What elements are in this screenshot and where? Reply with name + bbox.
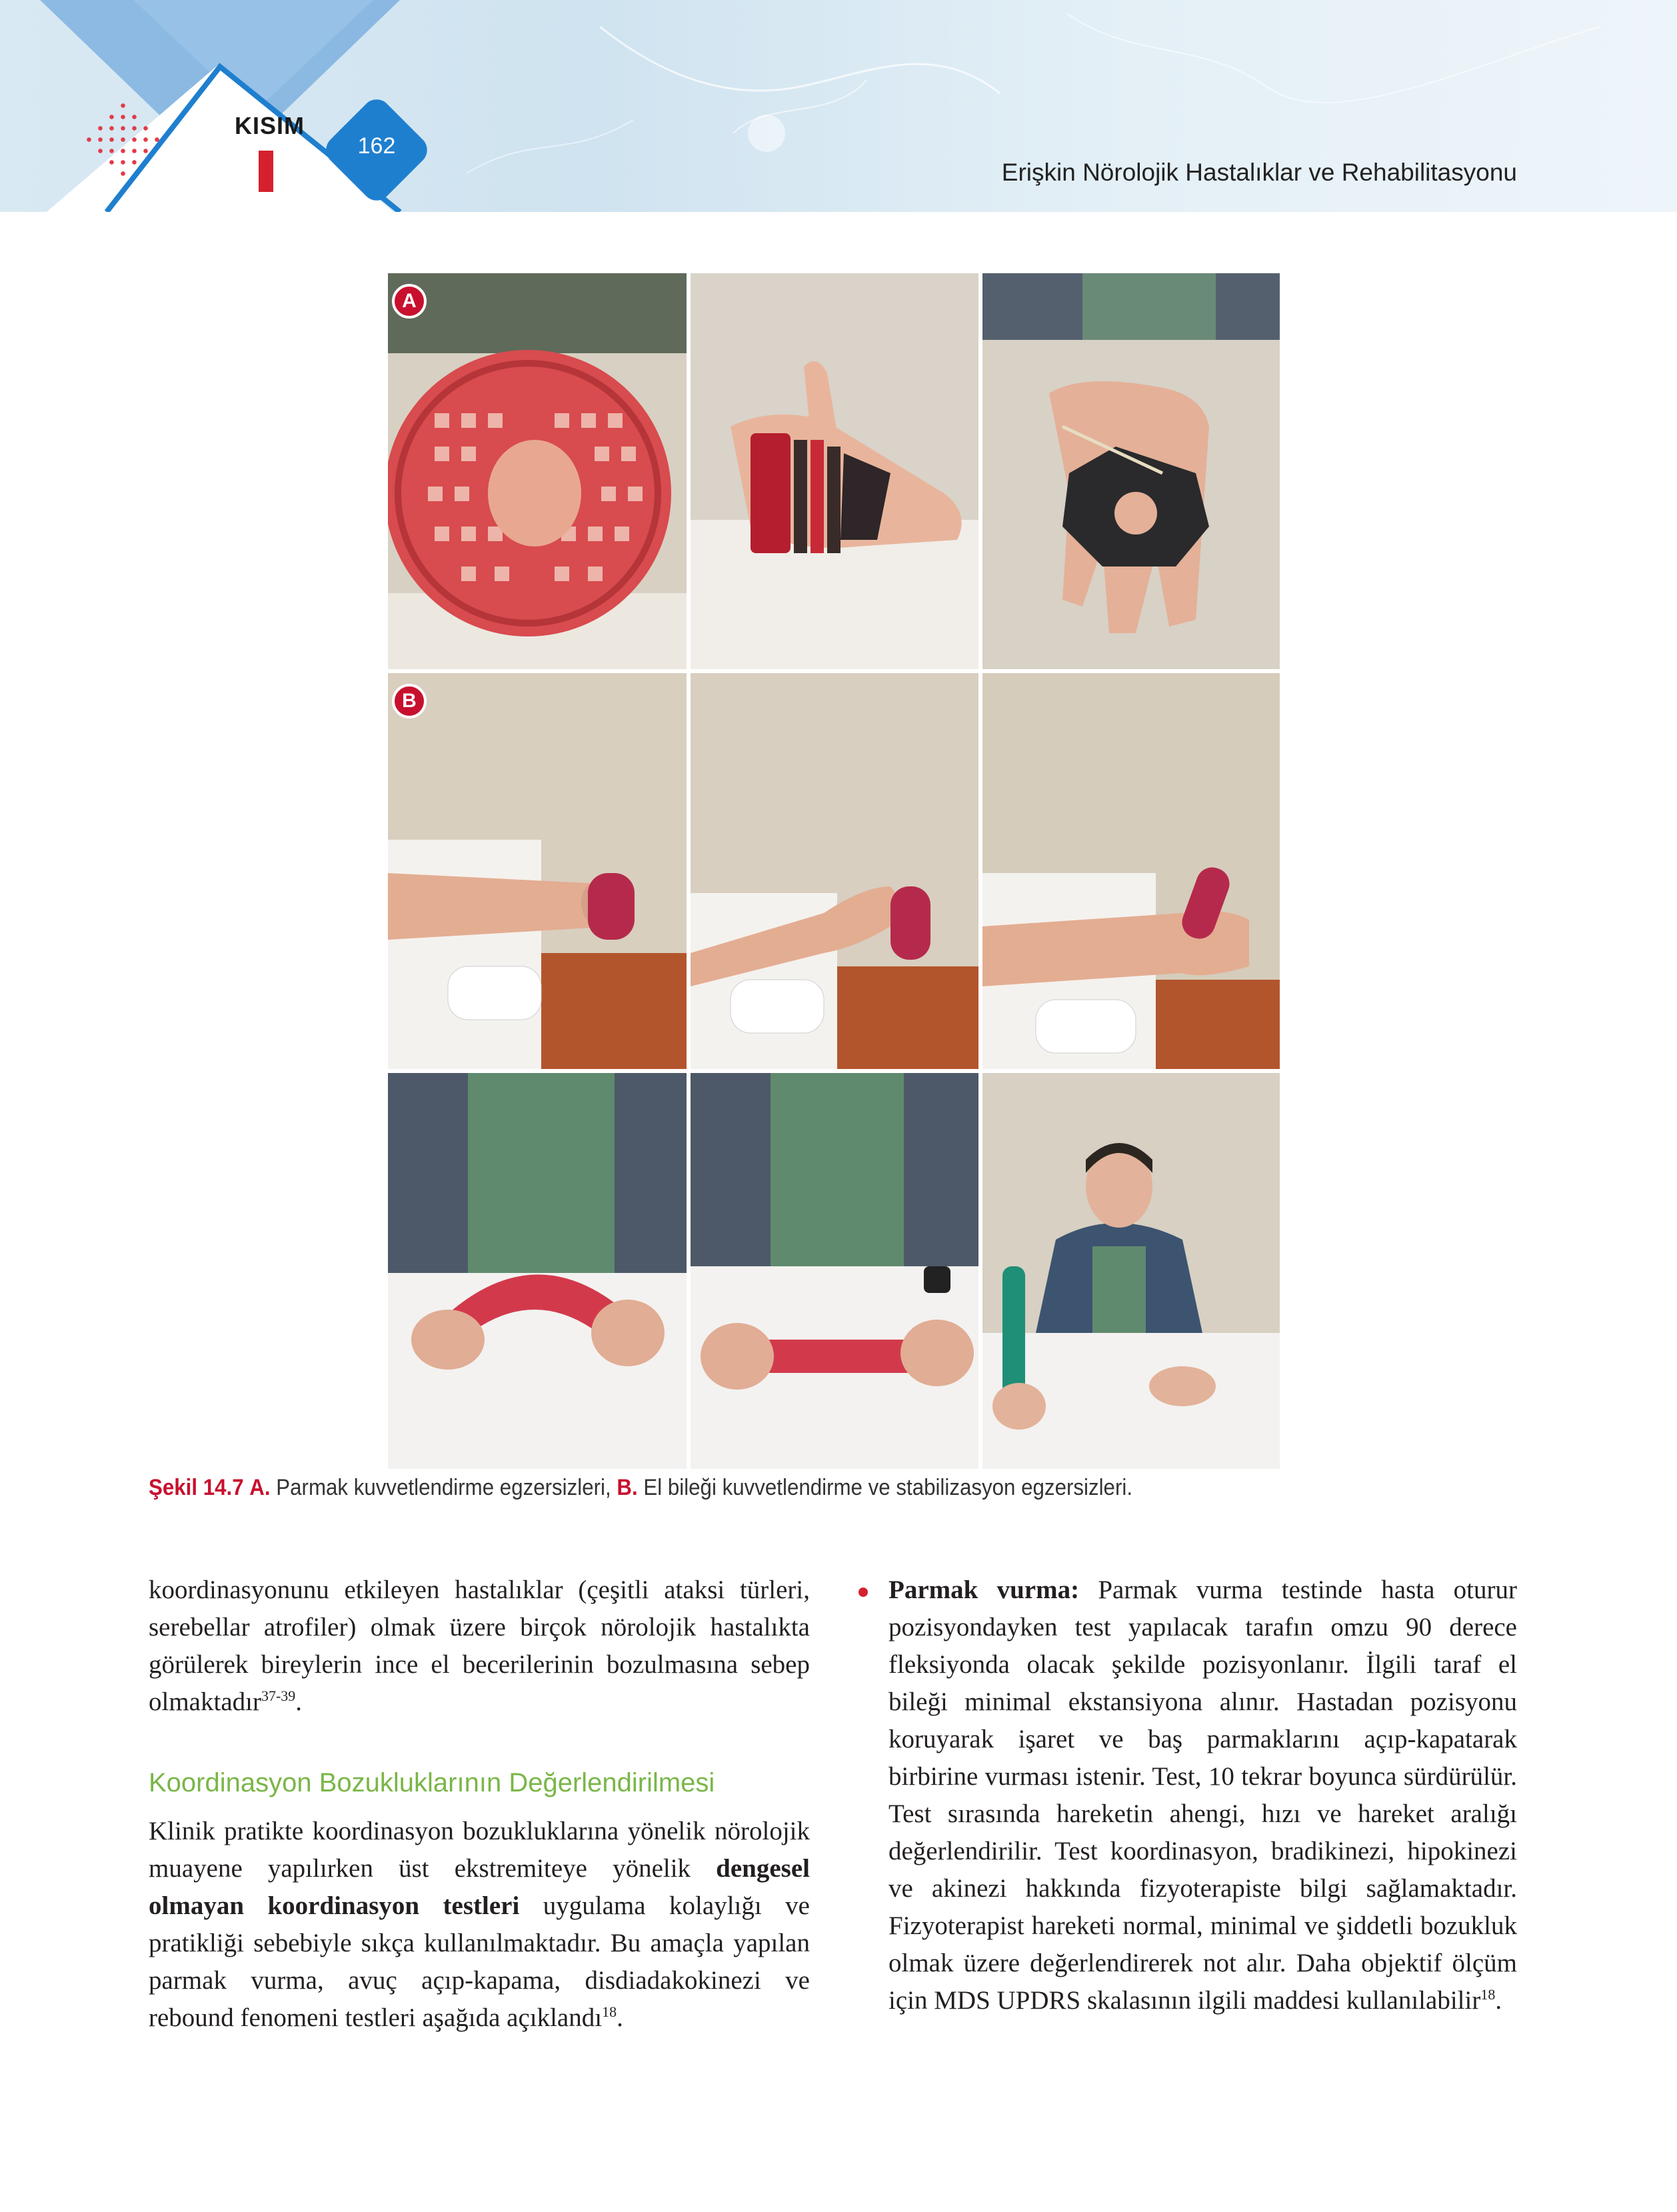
caption-b-text: El bileği kuvvetlendirme ve stabilizasyon egzersizleri. xyxy=(643,1475,1133,1500)
bullet-item-finger-tapping xyxy=(888,1572,1517,2019)
photo-flexbar-bend xyxy=(388,1073,687,1469)
right-column xyxy=(888,1572,1517,2019)
paragraph-clinical-end: . xyxy=(617,2003,623,2032)
panel-label-b: B xyxy=(392,684,427,718)
page-header xyxy=(0,0,1677,212)
bullet-title: Parmak vurma: xyxy=(888,1576,1080,1604)
photo-finger-extension-band xyxy=(982,273,1280,669)
bullet-text: Parmak vurma testinde hasta oturur pozisyondayken test yapılacak tarafın omzu 90 derece fleksiyonda olacak şekilde pozisyonlanır. İlgili taraf el bileği minimal ekstansiyona alınır. Hastadan pozisyonu koruyarak işaret ve baş parmaklarını açıp-kapatarak birbirine vurması istenir. Test, 10 tekrar boyunca sürdürülür. Test sırasında hareketin ahengi, hızı ve hareket aralığı değerlendirilir. Test koordinasyon, bradikinezi, hipokinezi ve akinezi hakkında fizyoterapiste bilgi sağlamaktadır. Fizyoterapist hareketi normal, minimal ve şiddetli bozukluk olmak üzere değerlendirerek not alır. Daha objektif ölçüm için MDS UPDRS skalasının ilgili maddesi kullanılabilir xyxy=(888,1576,1517,2015)
paragraph-intro-text: koordinasyonunu etkileyen hastalıklar (çeşitli ataksi türleri, serebellar atrofiler) olmak üzere birçok nörolojik hastalıkta görülerek bireylerin ince el becerilerinin bozulmasına sebep olmaktadır xyxy=(149,1576,810,1716)
photo-finger-web-exerciser xyxy=(388,273,687,669)
panel-label-a: A xyxy=(392,284,427,319)
part-number xyxy=(259,151,273,192)
page-number: 162 xyxy=(357,133,396,159)
bullet-end: . xyxy=(1495,1986,1502,2015)
caption-a-text: Parmak kuvvetlendirme egzersizleri, xyxy=(276,1475,611,1500)
bullet-marker xyxy=(858,1588,868,1597)
photo-flexbar-twist xyxy=(691,1073,978,1469)
paragraph-clinical-text-b: uygulama kolaylığı ve pratikliği sebebiyle sıkça kullanılmaktadır. Bu amaçla yapılan parmak vurma, avuç açıp-kapama, disdiadakokinezi ve rebound fenomeni testleri aşağıda açıklandı xyxy=(149,1891,810,2032)
citation-ref: 18 xyxy=(602,2003,617,2020)
paragraph-clinical xyxy=(149,1813,810,2037)
photo-wrist-flexion-dumbbell xyxy=(388,673,687,1069)
caption-a-marker: A. xyxy=(249,1475,271,1500)
paragraph-intro-end: . xyxy=(295,1687,303,1716)
citation-ref: 18 xyxy=(1480,1986,1496,2003)
paragraph-clinical-text-a: Klinik pratikte koordinasyon bozukluklarına yönelik nörolojik muayene yapılırken üst ekstremiteye yönelik xyxy=(149,1817,810,1883)
figure-caption xyxy=(149,1475,1436,1501)
paragraph-intro xyxy=(149,1572,810,1721)
left-column xyxy=(149,1572,810,2037)
photo-seated-bar-exercise xyxy=(982,1073,1280,1469)
caption-figure-ref: Şekil 14.7 xyxy=(149,1475,244,1500)
section-heading: Koordinasyon Bozukluklarının Değerlendirilmesi xyxy=(149,1768,715,1797)
photo-wrist-extension-dumbbell xyxy=(691,673,978,1069)
part-label: KISIM xyxy=(235,112,305,139)
citation-ref: 37-39 xyxy=(261,1687,296,1704)
caption-b-marker: B. xyxy=(617,1475,638,1500)
photo-wrist-radial-deviation xyxy=(982,673,1280,1069)
photo-finger-grip-trainer xyxy=(691,273,978,669)
paragraph-clinical-bold: dengesel olmayan koordinasyon testleri xyxy=(149,1854,810,1920)
book-title: Erişkin Nörolojik Hastalıklar ve Rehabilitasyonu xyxy=(1001,159,1517,186)
figure-14-7 xyxy=(388,273,1280,1469)
